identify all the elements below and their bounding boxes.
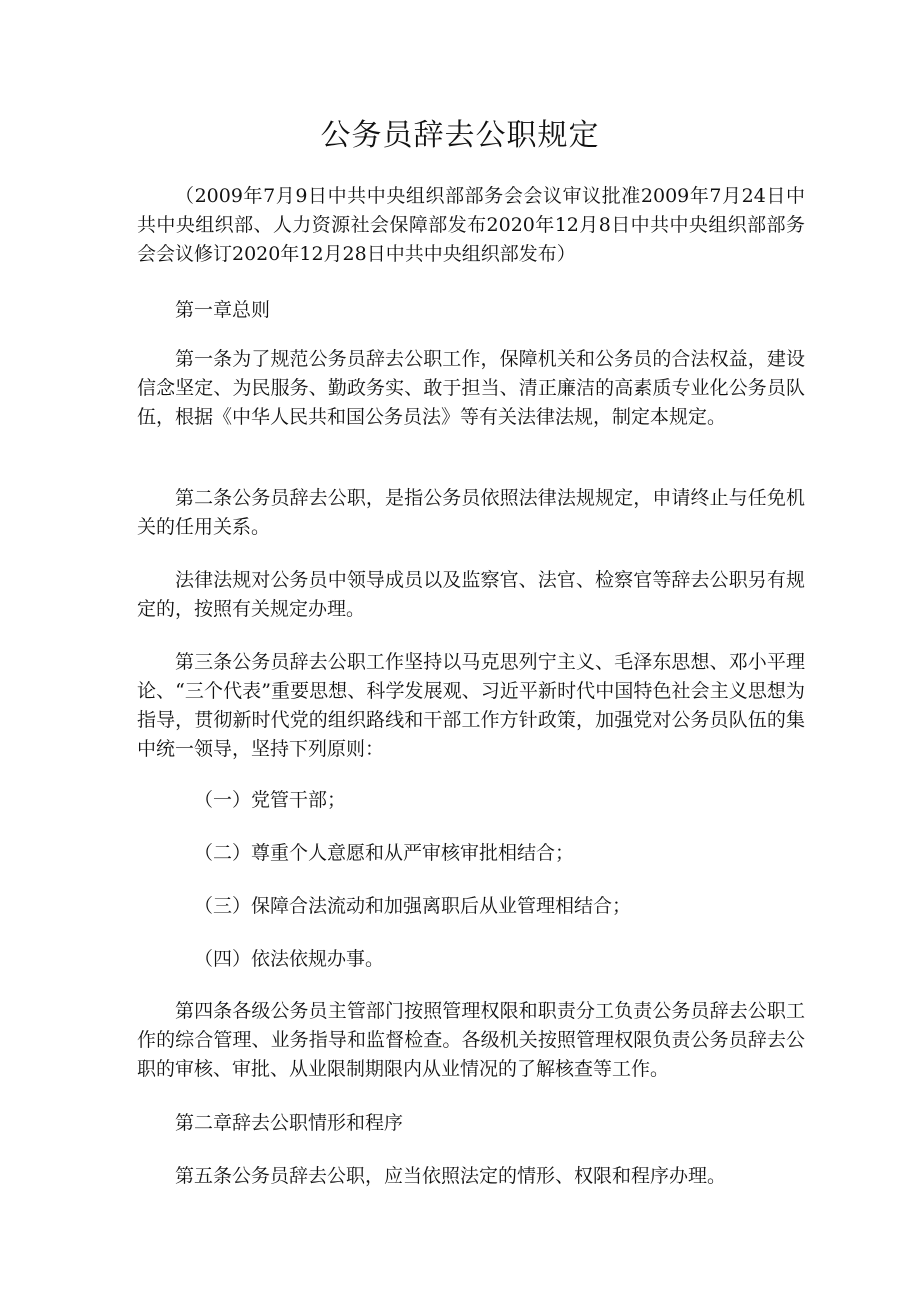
principle-item: （一）党管干部； [194,789,347,811]
chapter-1-heading: 第一章总则 [175,299,271,321]
article-2-paragraph-2: 法律法规对公务员中领导成员以及监察官、法官、检察官等辞去公职另有规定的，按照有关规定办理。 [137,569,805,620]
article-5: 第五条公务员辞去公职，应当依照法定的情形、权限和程序办理。 [175,1165,727,1187]
principle-item: （三）保障合法流动和加强离职后从业管理相结合； [194,895,632,917]
article-3: 第三条公务员辞去公职工作坚持以马克思列宁主义、毛泽东思想、邓小平理论、“三个代表”重要思想、科学发展观、习近平新时代中国特色社会主义思想为指导，贯彻新时代党的组织路线和干部工作方针政策，加强党对公务员队伍的集中统一领导，坚持下列原则： [137,651,805,760]
principle-item: （二）尊重个人意愿和从严审核审批相结合； [194,842,575,864]
source-note: （2009年7月9日中共中央组织部部务会会议审议批准2009年7月24日中共中央组织部、人力资源社会保障部发布2020年12月8日中共中央组织部部务会会议修订2020年12月28日中共中央组织部发布） [137,185,805,265]
article-4: 第四条各级公务员主管部门按照管理权限和职责分工负责公务员辞去公职工作的综合管理、业务指导和监督检查。各级机关按照管理权限负责公务员辞去公职的审核、审批、从业限制期限内从业情况的了解核查等工作。 [137,1000,805,1080]
principle-item: （四）依法依规办事。 [194,948,385,970]
article-1: 第一条为了规范公务员辞去公职工作，保障机关和公务员的合法权益，建设信念坚定、为民服务、勤政务实、敢于担当、清正廉洁的高素质专业化公务员队伍，根据《中华人民共和国公务员法》等有关法律法规，制定本规定。 [137,348,805,428]
document-title: 公务员辞去公职规定 [320,118,600,153]
article-2: 第二条公务员辞去公职，是指公务员依照法律法规规定，申请终止与任免机关的任用关系。 [137,487,805,538]
chapter-2-heading: 第二章辞去公职情形和程序 [175,1112,404,1134]
